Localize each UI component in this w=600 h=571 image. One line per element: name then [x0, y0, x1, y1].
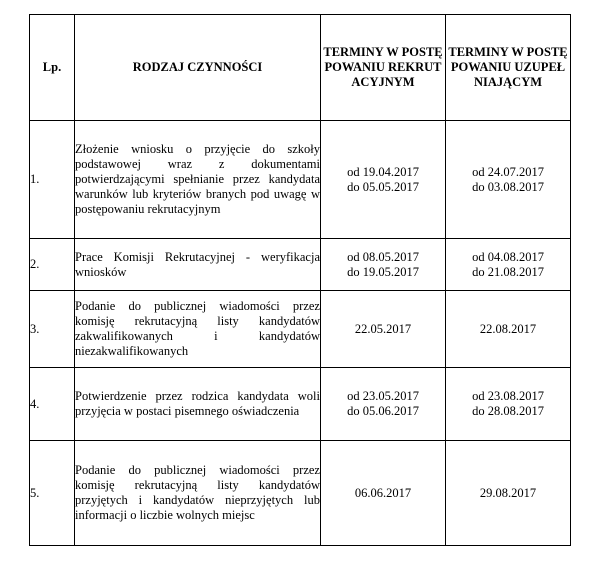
header-row [30, 15, 571, 121]
supplementary-date: 22.08.2017 [479, 321, 537, 336]
supplementary-date: od 04.08.2017 [472, 249, 544, 264]
recruitment-date: do 19.05.2017 [347, 264, 419, 279]
supplementary-date: 29.08.2017 [479, 485, 537, 500]
table-row [30, 441, 571, 546]
activity-cell: Podanie do publicznej wiadomości przez komisję rekrutacyjną listy kandydatów przyjętych i kandydatów nieprzyjętych lub informacji o liczbie wolnych miejsc [75, 441, 321, 546]
row-number: 2. [30, 239, 75, 291]
row-number: 1. [30, 121, 75, 239]
supplementary-date: do 28.08.2017 [472, 404, 544, 418]
header-supplementary-text: TERMINY W POSTĘPOWANIU UZUPEŁNIAJĄCYM [448, 45, 568, 89]
activity-cell: Złożenie wniosku o przyjęcie do szkoły podstawowej wraz z dokumentami potwierdzającymi spełnianie przez kandydata warunków lub kryteriów branych pod uwagę w postępowaniu rekrutacyjnym [75, 121, 321, 239]
recruitment-date: do 05.06.2017 [347, 404, 419, 418]
header-recruitment [321, 15, 446, 121]
recruitment-dates-cell [321, 441, 446, 546]
recruitment-dates-cell [321, 368, 446, 441]
supplementary-date: od 23.08.2017 [472, 389, 544, 403]
document [29, 14, 571, 546]
activity-cell: Podanie do publicznej wiadomości przez komisję rekrutacyjną listy kandydatów zakwalifikowanych i kandydatów niezakwalifikowanych [75, 291, 321, 368]
supplementary-dates-cell [446, 441, 571, 546]
supplementary-date: od 24.07.2017 [472, 164, 544, 179]
recruitment-date: od 23.05.2017 [347, 389, 419, 403]
recruitment-dates-cell [321, 239, 446, 291]
header-lp: Lp. [30, 15, 75, 121]
header-recruitment-text: TERMINY W POSTĘPOWANIU REKRUTACYJNYM [323, 45, 443, 89]
supplementary-dates-cell [446, 239, 571, 291]
table-row [30, 291, 571, 368]
supplementary-dates-cell [446, 121, 571, 239]
supplementary-date: do 03.08.2017 [472, 179, 544, 194]
table-row [30, 368, 571, 441]
recruitment-date: od 19.04.2017 [347, 164, 419, 179]
row-number: 4. [30, 368, 75, 441]
header-supplementary [446, 15, 571, 121]
activity-cell: Potwierdzenie przez rodzica kandydata woli przyjęcia w postaci pisemnego oświadczenia [75, 368, 321, 441]
recruitment-date: do 05.05.2017 [347, 179, 419, 194]
supplementary-date: do 21.08.2017 [472, 264, 544, 279]
activity-cell: Prace Komisji Rekrutacyjnej - weryfikacja wniosków [75, 239, 321, 291]
header-activity: RODZAJ CZYNNOŚCI [75, 15, 321, 121]
supplementary-dates-cell [446, 368, 571, 441]
recruitment-date: od 08.05.2017 [347, 249, 419, 264]
row-number: 5. [30, 441, 75, 546]
row-number: 3. [30, 291, 75, 368]
table-row [30, 121, 571, 239]
table-row [30, 239, 571, 291]
supplementary-dates-cell [446, 291, 571, 368]
recruitment-dates-cell [321, 121, 446, 239]
table-body [30, 121, 571, 546]
recruitment-dates-cell [321, 291, 446, 368]
schedule-table [29, 14, 571, 546]
recruitment-date: 06.06.2017 [354, 485, 412, 500]
recruitment-date: 22.05.2017 [354, 321, 412, 336]
